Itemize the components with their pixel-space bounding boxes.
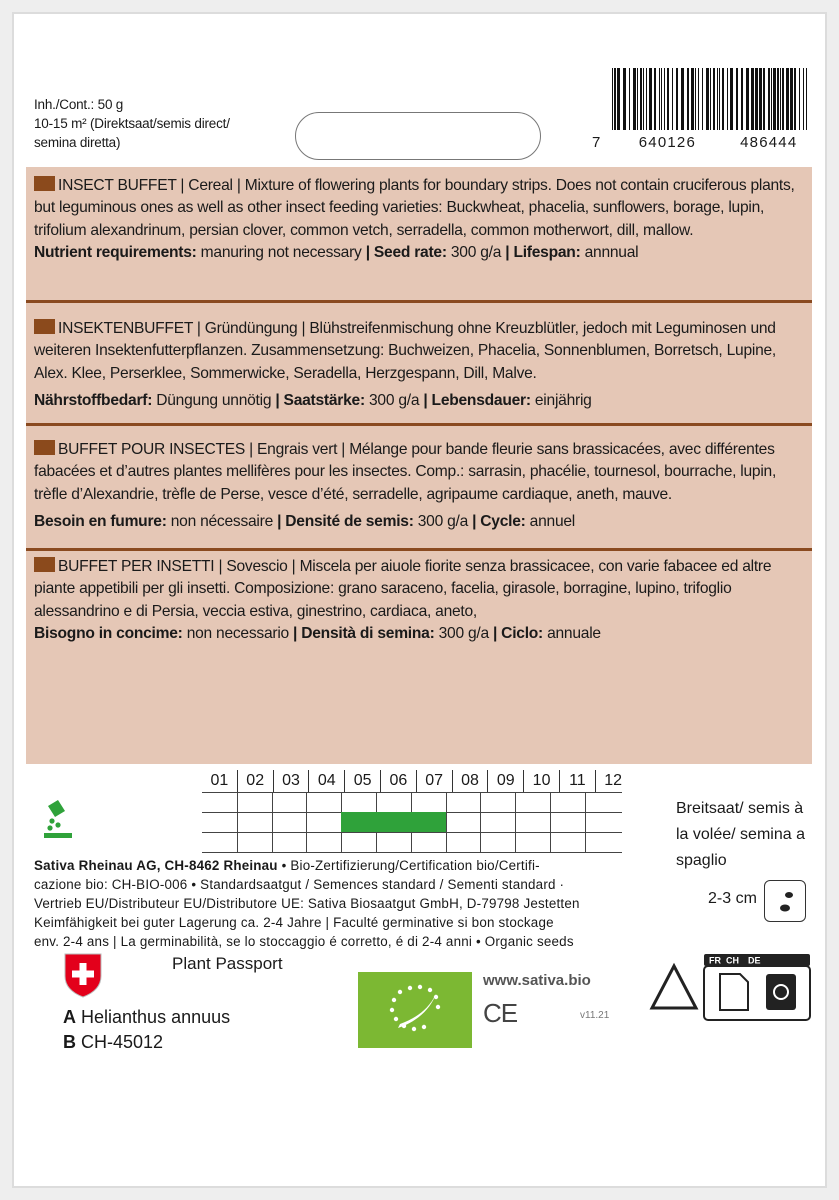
month-label: 04	[308, 770, 344, 792]
barcode-bar	[612, 68, 613, 130]
plant-passport-b: B CH-45012	[63, 1032, 164, 1052]
month-label: 11	[559, 770, 595, 792]
sowing-method	[676, 796, 816, 874]
content-line: 10-15 m² (Direktsaat/semis direct/	[34, 116, 230, 131]
calendar-col-line	[480, 792, 481, 852]
barcode-bar	[676, 68, 678, 130]
recycle-label-de: DE	[748, 955, 761, 966]
eu-organic-logo	[358, 972, 472, 1048]
ean-right: 486444	[740, 134, 798, 151]
recycling-info-icon	[648, 952, 812, 1022]
month-label: 07	[416, 770, 452, 792]
barcode-bar	[741, 68, 743, 130]
barcode-bar	[751, 68, 754, 130]
barcode-bar	[681, 68, 684, 130]
barcode-bar	[633, 68, 636, 130]
barcode-bar	[649, 68, 652, 130]
section-marker	[34, 440, 55, 455]
company-line: Sativa Rheinau AG, CH-8462 Rheinau • Bio-Zertifizierung/Certification bio/Certifi-	[34, 858, 540, 873]
barcode-bar	[702, 68, 703, 130]
barcode-bar	[637, 68, 638, 130]
barcode-bar	[746, 68, 749, 130]
barcode-bar	[794, 68, 796, 130]
sowing-calendar	[202, 770, 622, 852]
barcode-bar	[719, 68, 720, 130]
tidyman-icon	[652, 966, 696, 1008]
barcode-bar	[730, 68, 733, 130]
month-label: 02	[237, 770, 273, 792]
month-label: 05	[344, 770, 380, 792]
sowing-method-line: Breitsaat/ semis à	[676, 800, 804, 817]
month-label: 09	[487, 770, 523, 792]
section-intro: INSEKTENBUFFET | Gründüngung | Blühstreifenmischung ohne Kreuzblütler, jedoch mit Leguminosen und weiteren Insektenfutterpflanzen. Zusammensetzung: Buchweizen, Phacelia, Sonnenblumen, Borretsch, Lupine, Alex. Klee, Perserklee, Sommerwicke, Seradella, Herzgespann, Dill, Malve.	[34, 320, 777, 382]
sowing-method-line: spaglio	[676, 852, 727, 869]
version-label: v11.21	[580, 1010, 610, 1021]
requirements-line: Besoin en fumure: non nécessaire | Densité de semis: 300 g/a | Cycle: annuel	[34, 513, 576, 531]
requirements-line: Nutrient requirements: manuring not necessary | Seed rate: 300 g/a | Lifespan: annnual	[34, 244, 639, 262]
barcode-bar	[687, 68, 689, 130]
section-divider	[26, 548, 812, 551]
calendar-row-line	[202, 792, 622, 793]
month-label: 12	[595, 770, 631, 792]
company-info	[34, 856, 654, 951]
content-info	[34, 95, 230, 152]
calendar-col-line	[306, 792, 307, 852]
website: www.sativa.bio	[483, 972, 591, 989]
section-marker	[34, 319, 55, 334]
recycle-label-fr: FR	[709, 955, 721, 966]
barcode-bar	[803, 68, 804, 130]
barcode-bar	[614, 68, 616, 130]
barcode-bar	[736, 68, 738, 130]
month-label: 01	[210, 772, 229, 789]
section-divider	[26, 300, 812, 303]
barcode-bar	[617, 68, 620, 130]
section-italian	[34, 556, 806, 646]
sowing-period-bar	[376, 812, 411, 832]
swiss-shield-icon	[63, 952, 103, 998]
sowing-period-bar	[341, 812, 376, 832]
ean-left: 640126	[638, 134, 696, 151]
barcode-bar	[643, 68, 644, 130]
barcode-bar	[672, 68, 673, 130]
ce-mark: CE	[483, 998, 518, 1028]
content-line: Inh./Cont.: 50 g	[34, 97, 124, 112]
barcode-bar	[661, 68, 662, 130]
section-intro: BUFFET PER INSETTI | Sovescio | Miscela per aiuole fiorite senza brassicacee, con varie fabacee ed altre piante appetibili per gli insetti. Composizione: grano saraceno, facelia, girasole, borragine, lupino, trifoglio alessandrino e di Persia, veccia estiva, ginestrino, cardiaca, aneto,	[34, 558, 772, 620]
sowing-depth: 2-3 cm	[708, 890, 757, 907]
barcode-bar	[695, 68, 696, 130]
barcode-bar	[717, 68, 718, 130]
section-english	[34, 175, 806, 265]
barcode-bar	[806, 68, 807, 130]
barcode-bar	[755, 68, 758, 130]
barcode-bar	[727, 68, 728, 130]
ean-prefix: 7	[592, 134, 602, 151]
barcode-bar	[664, 68, 665, 130]
sowing-method-line: la volée/ semina a	[676, 826, 805, 843]
sowing-period-bar	[411, 812, 446, 832]
month-label: 06	[380, 770, 416, 792]
barcode-bar	[777, 68, 779, 130]
requirements-line: Bisogno in concime: non necessario | Densità di semina: 300 g/a | Ciclo: annuale	[34, 625, 601, 643]
section-intro: INSECT BUFFET | Cereal | Mixture of flowering plants for boundary strips. Does not contain cruciferous plants, but leguminous ones as well as other insect feeding varieties: Buckwheat, phacelia, sunflowers, borage, lupin, trifolium alexandrinum, persian clover, common vetch, serradella, common motherwort, dill, mallow.	[34, 177, 795, 239]
calendar-row-line	[202, 832, 622, 833]
barcode-bar	[790, 68, 793, 130]
barcode-bar	[768, 68, 770, 130]
company-line: Vertrieb EU/Distributeur EU/Distributore UE: Sativa Biosaatgut GmbH, D-79798 Jestetten	[34, 896, 580, 911]
plant-passport-a: A Helianthus annuus	[63, 1007, 231, 1027]
plant-passport-title: Plant Passport	[172, 954, 283, 973]
barcode-bar	[786, 68, 789, 130]
company-line: cazione bio: CH-BIO-006 • Standardsaatgut / Semences standard / Sementi standard ·	[34, 877, 565, 892]
hanging-slot	[295, 112, 541, 160]
company-line: env. 2-4 ans | La germinabilità, se lo stoccaggio é corretto, é di 2-4 anni • Organic seeds	[34, 934, 574, 949]
section-french	[34, 439, 806, 534]
content-line: semina diretta)	[34, 135, 121, 150]
calendar-col-line	[237, 792, 238, 852]
description-panel	[26, 167, 812, 764]
direct-sowing-icon	[38, 800, 78, 840]
month-header	[202, 770, 631, 792]
requirements-line: Nährstoffbedarf: Düngung unnötig | Saatstärke: 300 g/a | Lebensdauer: einjährig	[34, 392, 592, 410]
calendar-grid	[202, 792, 622, 852]
calendar-col-line	[550, 792, 551, 852]
month-label: 08	[452, 770, 488, 792]
barcode-bar	[759, 68, 762, 130]
section-marker	[34, 176, 55, 191]
section-divider	[26, 423, 812, 426]
barcode-bar	[782, 68, 784, 130]
section-german	[34, 318, 806, 413]
recycle-label-ch: CH	[726, 955, 739, 966]
barcode-bar	[640, 68, 642, 130]
barcode-bar	[691, 68, 694, 130]
company-line: Keimfähigkeit bei guter Lagerung ca. 2-4 Jahre | Faculté germinative si bon stockage	[34, 915, 554, 930]
barcode-bar	[646, 68, 647, 130]
calendar-row-line	[202, 852, 622, 853]
barcode-bar	[654, 68, 656, 130]
barcode-bar	[623, 68, 626, 130]
barcode-bar	[722, 68, 724, 130]
section-marker	[34, 557, 55, 572]
calendar-col-line	[515, 792, 516, 852]
section-intro: BUFFET POUR INSECTES | Engrais vert | Mélange pour bande fleurie sans brassicacées, avec différentes fabacées et d’autres plantes mellifères pour les insectes. Comp.: sarrasin, phacélie, tournesol, bourrache, lupin, trèfle d’Alexandrie, trèfle de Perse, vesce d’été, serradelle, agripaume cardiaque, aneth, mauve.	[34, 441, 777, 503]
seed-depth-icon	[764, 880, 806, 922]
barcode-bar	[780, 68, 781, 130]
barcode-bar	[706, 68, 709, 130]
barcode-bar	[629, 68, 630, 130]
barcode-bar	[667, 68, 669, 130]
barcode-bar	[710, 68, 711, 130]
barcode-bar	[763, 68, 765, 130]
calendar-col-line	[446, 792, 447, 852]
barcode-bar	[771, 68, 772, 130]
calendar-col-line	[585, 792, 586, 852]
barcode-bar	[659, 68, 660, 130]
barcode-bar	[799, 68, 800, 130]
barcode-bar	[713, 68, 715, 130]
barcode-bar	[698, 68, 699, 130]
calendar-col-line	[272, 792, 273, 852]
barcode-bar	[773, 68, 776, 130]
month-label: 10	[523, 770, 559, 792]
ean-number	[592, 134, 822, 151]
month-label: 03	[273, 770, 309, 792]
